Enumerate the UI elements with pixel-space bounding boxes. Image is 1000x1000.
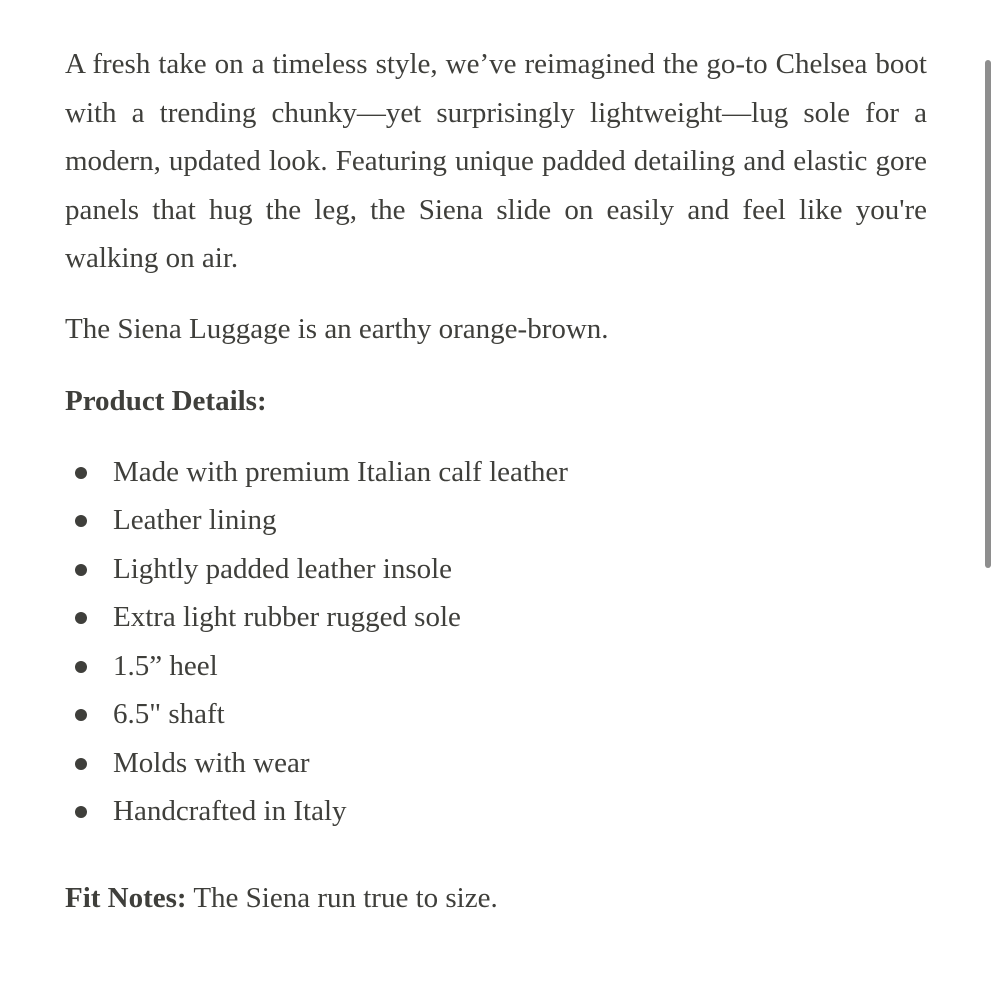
list-item-text: Handcrafted in Italy bbox=[113, 795, 347, 827]
scrollbar[interactable] bbox=[983, 60, 993, 570]
list-item bbox=[65, 448, 935, 497]
product-description: A fresh take on a timeless style, we’ve reimagined the go-to Chelsea boot with a trending chunky—yet surprisingly lightweight—lug sole for a modern, updated look. Featuring unique padded detailing and elastic gore panels that hug the leg, the Siena slide on easily and feel like you're walking on air. bbox=[65, 48, 927, 274]
product-description-section bbox=[65, 40, 935, 922]
fit-notes-label: Fit Notes: bbox=[65, 881, 187, 914]
list-item-text: Lightly padded leather insole bbox=[113, 552, 453, 585]
list-item bbox=[65, 787, 935, 836]
list-item bbox=[65, 496, 935, 545]
list-item-text: 1.5” heel bbox=[113, 649, 218, 682]
list-item bbox=[65, 642, 935, 691]
list-item-text: 6.5" shaft bbox=[113, 698, 225, 730]
fit-notes-text: The Siena run true to size. bbox=[186, 881, 498, 914]
list-item-text: Made with premium Italian calf leather bbox=[113, 455, 568, 488]
bullet-icon bbox=[75, 467, 87, 479]
list-item bbox=[65, 593, 935, 642]
product-details-list bbox=[65, 448, 935, 836]
bullet-icon bbox=[75, 806, 87, 818]
list-item bbox=[65, 739, 935, 788]
bullet-icon bbox=[75, 515, 87, 527]
bullet-icon bbox=[75, 758, 87, 770]
list-item-text: Extra light rubber rugged sole bbox=[113, 601, 461, 633]
color-note: The Siena Luggage is an earthy orange-brown. bbox=[65, 312, 609, 345]
list-item bbox=[65, 690, 935, 739]
fit-notes bbox=[65, 874, 935, 923]
list-item bbox=[65, 545, 935, 594]
bullet-icon bbox=[75, 709, 87, 721]
list-item-text: Molds with wear bbox=[113, 746, 310, 779]
bullet-icon bbox=[75, 612, 87, 624]
bullet-icon bbox=[75, 661, 87, 673]
product-details-heading: Product Details: bbox=[65, 385, 267, 417]
scrollbar-thumb[interactable] bbox=[985, 60, 991, 568]
bullet-icon bbox=[75, 564, 87, 576]
list-item-text: Leather lining bbox=[113, 504, 277, 536]
